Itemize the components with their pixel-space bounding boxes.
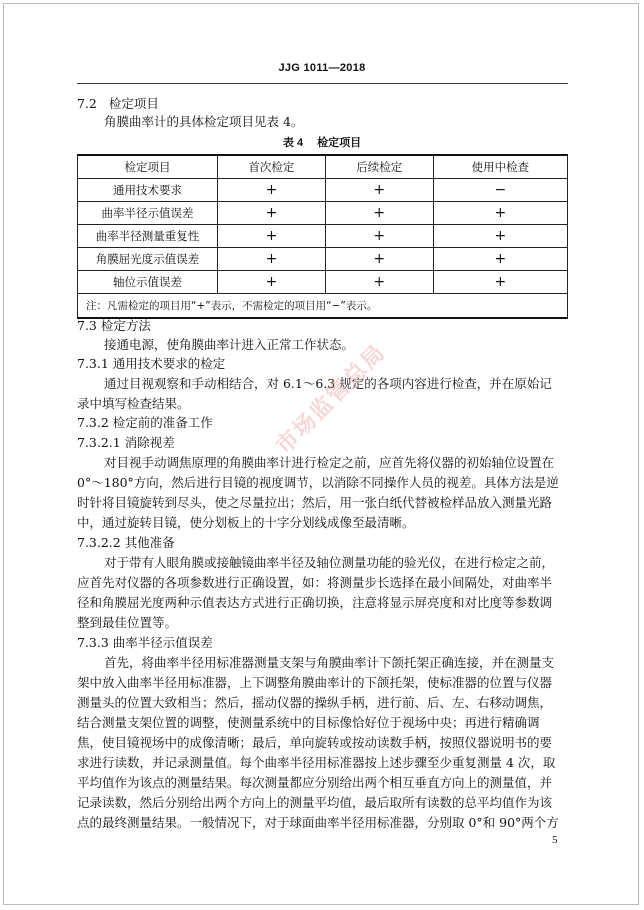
header-rule [77, 83, 568, 84]
section-7-3-2-heading: 7.3.2 检定前的准备工作 [77, 415, 213, 430]
body-line: 结合测量支架位置的调整，使测量系统中的目标像恰好位于视场中央；再进行精确调 [77, 715, 540, 730]
mark-cell: + [218, 248, 326, 271]
table-row [78, 248, 568, 271]
section-7-3-2-2-heading: 7.3.2.2 其他准备 [77, 535, 175, 550]
mark-cell: + [433, 225, 567, 248]
table-note: 注：凡需检定的项目用“+”表示，不需检定的项目用“−”表示。 [78, 294, 568, 319]
table-header-row [78, 155, 568, 179]
body-line: 接通电源，使角膜曲率计进入正常工作状态。 [104, 337, 355, 352]
table-title: 检定项目 [317, 137, 362, 149]
mark-cell: + [325, 225, 433, 248]
body-line: 时针将目镜旋转到尽头，使之尽量拉出；然后，用一张白纸代替被检样品放入测量光路 [77, 495, 553, 510]
mark-cell: + [433, 248, 567, 271]
body-line: 点的最终测量结果。一般情况下，对于球面曲率半径用标准器，分别取 0°和 90°两个方 [77, 815, 559, 830]
body-line: 平均值作为该点的测量结果。每次测量都应分别给出两个相互垂直方向上的测量值，并 [77, 775, 553, 790]
mark-cell: + [218, 271, 326, 294]
table-caption [0, 134, 644, 150]
body-line: 焦，使目镜视场中的成像清晰；最后，单向旋转或按动读数手柄，按照仪器说明书的要 [77, 735, 553, 750]
table-header-cell: 首次检定 [218, 155, 326, 179]
mark-cell: + [325, 248, 433, 271]
mark-cell: + [433, 202, 567, 225]
body-line: 首先，将曲率半径用标准器测量支架与角膜曲率计下颌托架正确连接，并在测量支 [104, 655, 555, 670]
page-number: 5 [552, 834, 558, 846]
body-line: 架中放入曲率半径用标准器，上下调整角膜曲率计的下颌托架，使标准器的位置与仪器 [77, 675, 553, 690]
body-line: 对于带有人眼角膜或接触镜曲率半径及轴位测量功能的验光仪，在进行检定之前， [104, 555, 555, 570]
body-line: 应首先对仪器的各项参数进行正确设置，如：将测量步长选择在最小间隔处，对曲率半 [77, 575, 553, 590]
item-name-cell: 曲率半径测量重复性 [78, 225, 218, 248]
body-line: 中，通过旋转目镜，使分划板上的十字分划线成像至最清晰。 [77, 515, 415, 530]
table-row [78, 179, 568, 202]
watermark: 市场监管总局 [271, 339, 392, 460]
item-name-cell: 通用技术要求 [78, 179, 218, 202]
table-header-cell: 后续检定 [325, 155, 433, 179]
body-line: 录中填写检查结果。 [77, 396, 190, 411]
mark-cell: + [218, 179, 326, 202]
mark-cell: + [218, 202, 326, 225]
body-line: 求进行读数，并记录测量值。每个曲率半径用标准器按上述步骤至少重复测量 4 次，取 [77, 755, 556, 770]
body-line: 记录读数，然后分别给出两个方向上的测量平均值，最后取所有读数的总平均值作为该 [77, 795, 553, 810]
section-title: 检定项目 [108, 96, 159, 111]
item-name-cell: 曲率半径示值误差 [78, 202, 218, 225]
table-header-cell: 检定项目 [78, 155, 218, 179]
section-number: 7.2 [77, 96, 97, 111]
body-line: 整到最佳位置等。 [77, 615, 178, 630]
item-name-cell: 角膜屈光度示值误差 [78, 248, 218, 271]
section-7-3-3-heading: 7.3.3 曲率半径示值误差 [77, 635, 213, 650]
body-line: 对目视手动调焦原理的角膜曲率计进行检定之前，应首先将仪器的初始轴位设置在 [104, 455, 555, 470]
section-7-3-2-1-heading: 7.3.2.1 消除视差 [77, 435, 175, 450]
mark-cell: + [325, 271, 433, 294]
table-row [78, 202, 568, 225]
table-row [78, 271, 568, 294]
table-row [78, 225, 568, 248]
standard-code-header: JJG 1011—2018 [278, 62, 366, 74]
table-label: 表 4 [282, 137, 304, 149]
item-name-cell: 轴位示值误差 [78, 271, 218, 294]
mark-cell: + [325, 202, 433, 225]
mark-cell: + [218, 225, 326, 248]
verification-items-table [77, 154, 568, 319]
body-line: 测量头的位置大致相当；然后，摇动仪器的操纵手柄，进行前、后、左、右移动调焦， [77, 695, 553, 710]
body-line: 通过目视观察和手动相结合，对 6.1～6.3 规定的各项内容进行检查，并在原始记 [104, 376, 552, 391]
mark-cell: − [433, 179, 567, 202]
body-line: 0°～180°方向，然后进行目镜的视度调节，以消除不同操作人员的视差。具体方法是逆 [77, 475, 559, 490]
section-7-3-1-heading: 7.3.1 通用技术要求的检定 [77, 356, 226, 371]
table-header-cell: 使用中检查 [433, 155, 567, 179]
mark-cell: + [325, 179, 433, 202]
table-note-row [78, 294, 568, 319]
section-7-2-intro: 角膜曲率计的具体检定项目见表 4。 [104, 114, 304, 129]
section-7-2-heading [77, 96, 568, 112]
mark-cell: + [433, 271, 567, 294]
section-7-3-heading: 7.3 检定方法 [77, 318, 151, 333]
body-line: 径和角膜屈光度两种示值表达方式进行正确切换，注意将显示屏亮度和对比度等参数调 [77, 595, 553, 610]
